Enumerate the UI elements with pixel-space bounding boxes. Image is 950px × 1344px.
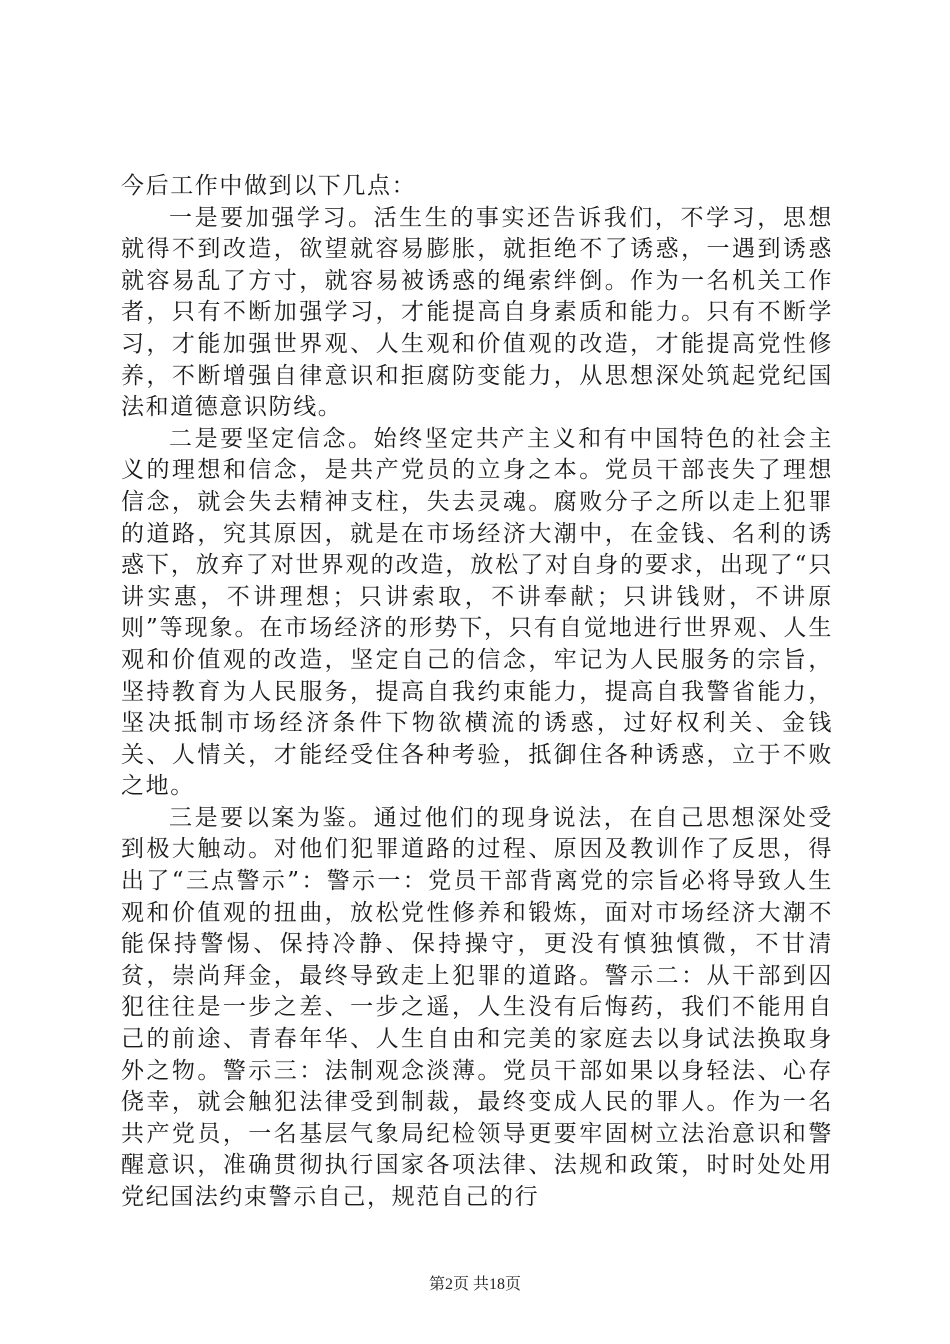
paragraph-study: 一是要加强学习。活生生的事实还告诉我们，不学习，思想就得不到改造，欲望就容易膨胀，就拒绝不了诱惑，一遇到诱惑就容易乱了方寸，就容易被诱惑的绳索绊倒。作为一名机关工作者，只有不断加强学习，才能提高自身素质和能力。只有不断学习，才能加强世界观、人生观和价值观的改造，才能提高党性修养，不断增强自律意识和拒腐防变能力，从思想深处筑起党纪国法和道德意识防线。 [121,204,833,421]
page-footer: 第2页 共18页 [428,1276,521,1293]
paragraph-belief: 二是要坚定信念。始终坚定共产主义和有中国特色的社会主义的理想和信念，是共产党员的立身之本。党员干部丧失了理想信念，就会失去精神支柱，失去灵魂。腐败分子之所以走上犯罪的道路，究其原因，就是在市场经济大潮中，在金钱、名利的诱惑下，放弃了对世界观的改造，放松了对自身的要求，出现了“只讲实惠，不讲理想；只讲索取，不讲奉献；只讲钱财，不讲原则”等现象。在市场经济的形势下，只有自觉地进行世界观、人生观和价值观的改造，坚定自己的信念，牢记为人民服务的宗旨，坚持教育为人民服务，提高自我约束能力，提高自我警省能力，坚决抵制市场经济条件下物欲横流的诱惑，过好权利关、金钱关、人情关，才能经受住各种考验，抵御住各种诱惑，立于不败之地。 [121,425,833,800]
paragraph-intro: 今后工作中做到以下几点： [121,173,417,199]
paragraph-lessons: 三是要以案为鉴。通过他们的现身说法，在自己思想深处受到极大触动。对他们犯罪道路的过程、原因及教训作了反思，得出了“三点警示”：警示一：党员干部背离党的宗旨必将导致人生观和价值观的扭曲，放松党性修养和锻炼，面对市场经济大潮不能保持警惕、保持冷静、保持操守，更没有慎独慎微，不甘清贫，崇尚拜金，最终导致走上犯罪的道路。警示二：从干部到囚犯往往是一步之差、一步之遥，人生没有后悔药，我们不能用自己的前途、青春年华、人生自由和完美的家庭去以身试法换取身外之物。警示三：法制观念淡薄。党员干部如果以身轻法、心存侥幸，就会触犯法律受到制裁，最终变成人民的罪人。作为一名共产党员，一名基层气象局纪检领导更要牢固树立法治意识和警醒意识，准确贯彻执行国家各项法律、法规和政策，时时处处用党纪国法约束警示自己，规范自己的行 [121,804,833,1210]
document-body [121,171,833,1214]
